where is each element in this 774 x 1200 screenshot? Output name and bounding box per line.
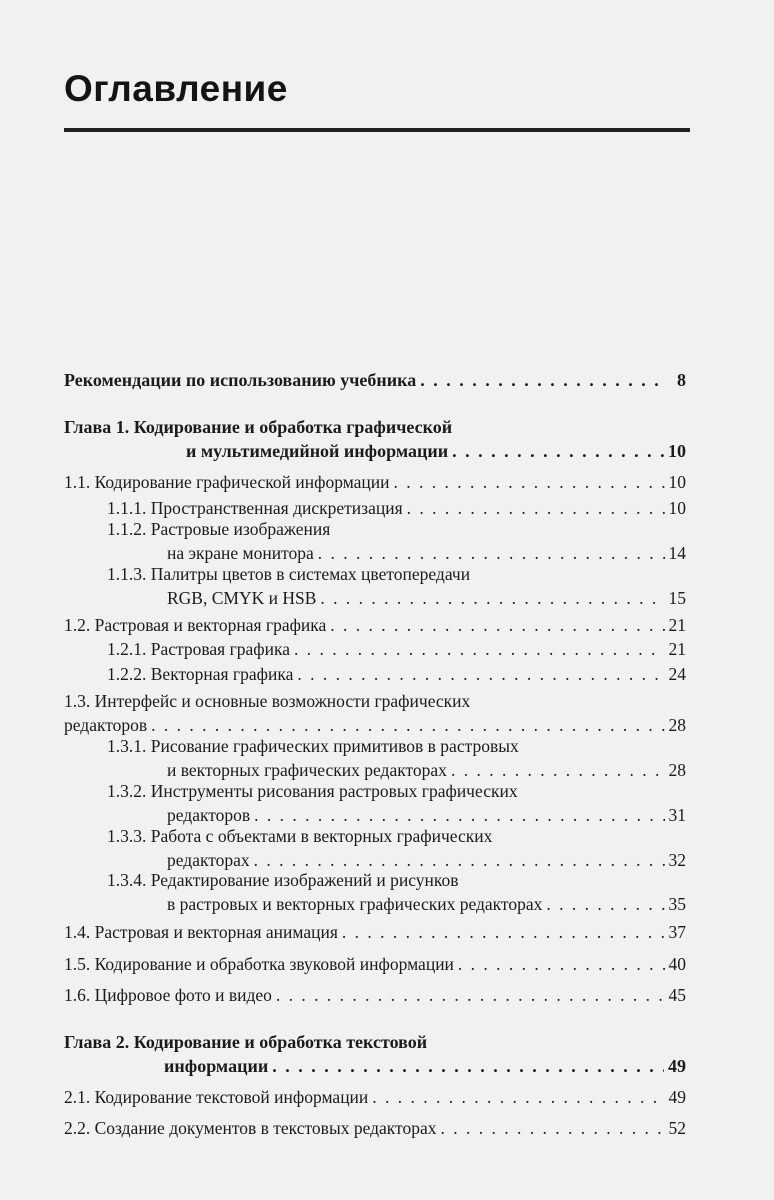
dot-leader bbox=[458, 950, 665, 978]
dot-leader bbox=[320, 584, 664, 612]
dot-leader bbox=[546, 890, 664, 918]
page-number: 52 bbox=[668, 1118, 686, 1138]
toc-entry-text: 2.1. Кодирование текстовой информации bbox=[64, 1087, 369, 1107]
toc-entry-text: 1.2.2. Векторная графика bbox=[107, 664, 294, 684]
toc-entry-text: 1.6. Цифровое фото и видео bbox=[64, 985, 272, 1005]
page-number: 24 bbox=[668, 664, 686, 684]
toc-entry-text: RGB, CMYK и HSB bbox=[167, 588, 317, 608]
toc-entry bbox=[0, 981, 774, 1009]
page-number: 28 bbox=[668, 715, 686, 735]
toc-entry-text: Глава 2. Кодирование и обработка текстовой bbox=[64, 1032, 428, 1052]
toc-entry-text: 1.3. Интерфейс и основные возможности графических bbox=[64, 691, 471, 711]
toc-entry-text: 1.2. Растровая и векторная графика bbox=[64, 615, 327, 635]
page-number: 37 bbox=[668, 922, 686, 942]
toc-entry-text: 1.3.3. Работа с объектами в векторных графических bbox=[107, 826, 493, 846]
toc-entry-text: 1.4. Растровая и векторная анимация bbox=[64, 922, 338, 942]
toc-entry bbox=[0, 1083, 774, 1111]
toc-entry bbox=[0, 890, 774, 918]
page-number: 35 bbox=[668, 894, 686, 914]
dot-leader bbox=[297, 660, 664, 688]
toc-entry-text: 1.1.1. Пространственная дискретизация bbox=[107, 498, 403, 518]
toc-entry-text: 1.5. Кодирование и обработка звуковой информации bbox=[64, 954, 454, 974]
page-number: 49 bbox=[668, 1056, 686, 1076]
toc-entry-text: 1.2.1. Растровая графика bbox=[107, 639, 291, 659]
toc-entry-text: редакторов bbox=[167, 805, 251, 825]
toc-entry-text: 1.1.3. Палитры цветов в системах цветопередачи bbox=[107, 564, 471, 584]
page-number: 40 bbox=[668, 954, 686, 974]
toc-entry-text: 1.1. Кодирование графической информации bbox=[64, 472, 390, 492]
page-number: 8 bbox=[677, 370, 686, 390]
toc-entry bbox=[0, 1114, 774, 1142]
page-number: 15 bbox=[668, 588, 686, 608]
dot-leader bbox=[452, 437, 664, 465]
dot-leader bbox=[276, 981, 665, 1009]
page-number: 21 bbox=[668, 639, 686, 659]
page-number: 21 bbox=[668, 615, 686, 635]
toc-entry-text: редакторах bbox=[167, 850, 250, 870]
toc-entry-text: 1.1.2. Растровые изображения bbox=[107, 519, 331, 539]
toc-entry-text: 1.3.1. Рисование графических примитивов в растровых bbox=[107, 736, 519, 756]
page-number: 10 bbox=[668, 498, 686, 518]
toc-entry-text: 2.2. Создание документов в текстовых редакторах bbox=[64, 1118, 437, 1138]
toc-entry-text: Глава 1. Кодирование и обработка графической bbox=[64, 417, 453, 437]
page-number: 31 bbox=[668, 805, 686, 825]
toc-entry bbox=[0, 918, 774, 946]
page-number: 14 bbox=[668, 543, 686, 563]
toc-entry bbox=[0, 584, 774, 612]
page-number: 28 bbox=[668, 760, 686, 780]
title-rule bbox=[64, 128, 690, 132]
toc-entry-text: информации bbox=[164, 1056, 269, 1076]
toc-entry-text: и мультимедийной информации bbox=[186, 441, 449, 461]
dot-leader bbox=[342, 918, 665, 946]
toc-entry-text: и векторных графических редакторах bbox=[167, 760, 447, 780]
toc-entry-text: 1.3.2. Инструменты рисования растровых графических bbox=[107, 781, 518, 801]
dot-leader bbox=[272, 1052, 664, 1080]
toc-entry-text: 1.3.4. Редактирование изображений и рисунков bbox=[107, 870, 459, 890]
page-number: 32 bbox=[668, 850, 686, 870]
dot-leader bbox=[420, 366, 668, 394]
dot-leader bbox=[294, 635, 664, 663]
page-number: 45 bbox=[668, 985, 686, 1005]
dot-leader bbox=[372, 1083, 664, 1111]
toc-entry bbox=[0, 950, 774, 978]
toc-entry bbox=[0, 660, 774, 688]
dot-leader bbox=[441, 1114, 665, 1142]
toc-entry bbox=[0, 1052, 774, 1080]
toc-entry-text: редакторов bbox=[64, 715, 148, 735]
toc-entry-text: на экране монитора bbox=[167, 543, 314, 563]
toc-entry-text: в растровых и векторных графических редакторах bbox=[167, 894, 543, 914]
toc-entry-text: Рекомендации по использованию учебника bbox=[64, 370, 417, 390]
page-number: 10 bbox=[668, 472, 686, 492]
toc-entry bbox=[0, 366, 774, 394]
toc-entry bbox=[0, 437, 774, 465]
page-number: 10 bbox=[668, 441, 686, 461]
toc-entry bbox=[0, 468, 774, 496]
page-number: 49 bbox=[668, 1087, 686, 1107]
page-title: Оглавление bbox=[64, 68, 288, 109]
toc-entry bbox=[0, 635, 774, 663]
dot-leader bbox=[394, 468, 665, 496]
